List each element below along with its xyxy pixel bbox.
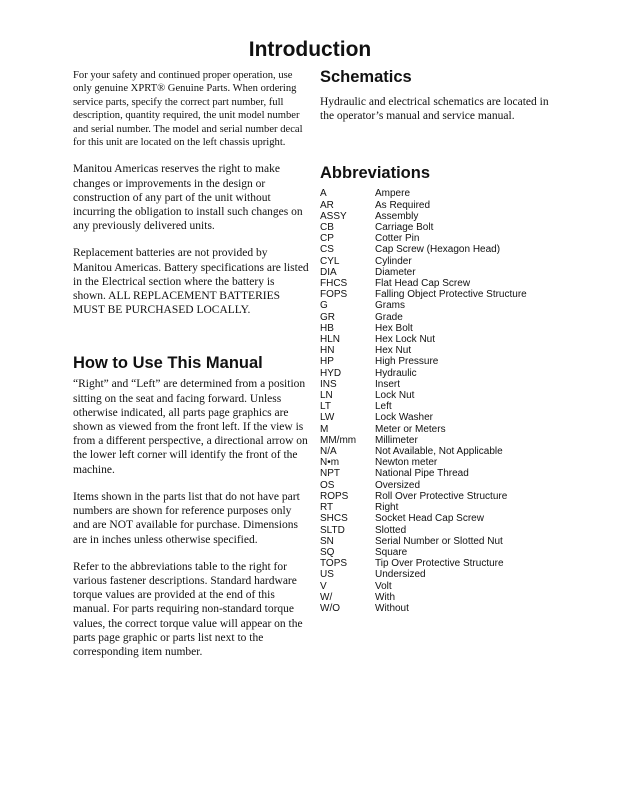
abbreviation-row	[320, 244, 560, 255]
abbreviation-code: LT	[320, 401, 331, 413]
abbreviation-code: RT	[320, 502, 334, 514]
abbreviation-description: Volt	[375, 580, 392, 592]
abbreviation-row	[320, 468, 560, 479]
abbreviation-row	[320, 289, 560, 300]
abbreviation-row	[320, 491, 560, 502]
abbreviation-description: Insert	[375, 378, 401, 390]
abbreviation-description: Grade	[375, 311, 403, 323]
abbreviation-row	[320, 379, 560, 390]
abbreviation-code: MM/mm	[320, 434, 357, 446]
abbreviation-description: Square	[375, 546, 408, 558]
abbreviation-code: INS	[320, 378, 337, 390]
abbreviation-row	[320, 222, 560, 233]
page-title: Introduction	[248, 38, 372, 61]
abbreviation-row	[320, 525, 560, 536]
abbreviation-row	[320, 300, 560, 311]
abbreviation-description: Carriage Bolt	[375, 222, 434, 234]
abbreviation-row	[320, 424, 560, 435]
abbreviation-row	[320, 457, 560, 468]
abbreviation-code: CS	[320, 244, 334, 256]
abbreviation-code: A	[320, 188, 327, 200]
abbreviation-code: FOPS	[320, 289, 348, 301]
abbreviation-code: SN	[320, 535, 334, 547]
abbreviation-code: HB	[320, 322, 334, 334]
abbreviation-code: HLN	[320, 334, 341, 346]
abbreviation-row	[320, 446, 560, 457]
abbreviation-description: Right	[375, 502, 399, 514]
abbreviation-description: With	[375, 591, 395, 603]
abbreviation-row	[320, 334, 560, 345]
abbreviation-description: High Pressure	[375, 356, 439, 368]
left-column	[73, 69, 309, 659]
how-to-use-heading: How to Use This Manual	[73, 354, 263, 373]
abbreviation-row	[320, 323, 560, 334]
schematics-paragraph: Hydraulic and electrical schematics are located in the operator’s manual and service manual.	[320, 96, 549, 123]
abbreviation-description: Ampere	[375, 188, 411, 200]
abbreviation-code: SHCS	[320, 513, 348, 525]
abbreviation-description: Cap Screw (Hexagon Head)	[375, 244, 501, 256]
abbreviation-code: N•m	[320, 457, 340, 469]
abbreviation-row	[320, 547, 560, 558]
abbreviation-row	[320, 592, 560, 603]
abbreviation-row	[320, 480, 560, 491]
abbreviation-code: CB	[320, 222, 334, 234]
abbreviation-description: As Required	[375, 199, 431, 211]
abbreviation-row	[320, 200, 560, 211]
abbreviation-row	[320, 513, 560, 524]
abbreviation-row	[320, 233, 560, 244]
abbreviation-row	[320, 267, 560, 278]
abbreviation-description: Hex Bolt	[375, 322, 413, 334]
abbreviation-row	[320, 412, 560, 423]
abbreviation-row	[320, 356, 560, 367]
abbreviation-description: Serial Number or Slotted Nut	[375, 535, 503, 547]
abbreviation-row	[320, 558, 560, 569]
abbreviation-code: DIA	[320, 266, 337, 278]
abbreviation-description: Hex Nut	[375, 345, 412, 357]
abbreviation-code: NPT	[320, 468, 340, 480]
how-paragraph-reference-items: Items shown in the parts list that do not have part numbers are shown for reference purposes only and are NOT available for purchase. Dimensions are in inches unless otherwise specified.	[73, 490, 300, 546]
abbreviation-description: Left	[375, 401, 392, 413]
abbreviation-code: GR	[320, 311, 335, 323]
abbreviation-code: W/	[320, 591, 333, 603]
abbreviation-code: US	[320, 569, 334, 581]
abbreviation-description: Hex Lock Nut	[375, 334, 436, 346]
abbreviation-code: LN	[320, 390, 333, 402]
abbreviation-description: Undersized	[375, 569, 426, 581]
intro-paragraph-changes: Manitou Americas reserves the right to make changes or improvements in the design or construction of any part of the unit without incurring the obligation to install such changes on any previously delivered units.	[73, 163, 303, 233]
abbreviation-description: Lock Washer	[375, 412, 433, 424]
abbreviation-description: Cylinder	[375, 255, 412, 267]
abbreviation-description: Tip Over Protective Structure	[375, 558, 504, 570]
abbreviation-row	[320, 603, 560, 614]
intro-paragraph-batteries: Replacement batteries are not provided by Manitou Americas. Battery specifications are listed in the Electrical section where the battery is shown. ALL REPLACEMENT BATTERIES MUST BE PURCHASED LOCALLY.	[73, 247, 309, 317]
abbreviation-code: CYL	[320, 255, 340, 267]
abbreviation-code: W/O	[320, 602, 340, 614]
abbreviation-code: CP	[320, 233, 334, 245]
abbreviation-row	[320, 188, 560, 199]
abbreviation-description: Not Available, Not Applicable	[375, 446, 503, 458]
abbreviation-code: OS	[320, 479, 335, 491]
abbreviation-description: Falling Object Protective Structure	[375, 289, 527, 301]
abbreviation-code: HYD	[320, 367, 342, 379]
abbreviation-code: ASSY	[320, 210, 347, 222]
abbreviation-description: Flat Head Cap Screw	[375, 278, 471, 290]
intro-paragraph-parts: For your safety and continued proper operation, use only genuine XPRT® Genuine Parts. When ordering service parts, specify the correct part number, full description, quantity required, the unit model number and serial number. The model and serial number decal for this unit are located on the left chassis upright.	[73, 70, 303, 149]
abbreviation-description: National Pipe Thread	[375, 468, 469, 480]
abbreviation-code: N/A	[320, 446, 337, 458]
abbreviation-description: Millimeter	[375, 434, 418, 446]
abbreviation-row	[320, 502, 560, 513]
abbreviation-row	[320, 211, 560, 222]
abbreviation-code: TOPS	[320, 558, 348, 570]
abbreviation-row	[320, 345, 560, 356]
abbreviation-code: HP	[320, 356, 334, 368]
abbreviation-row	[320, 278, 560, 289]
abbreviations-heading: Abbreviations	[320, 164, 431, 183]
abbreviation-description: Assembly	[375, 210, 419, 222]
abbreviation-row	[320, 536, 560, 547]
abbreviation-row	[320, 569, 560, 580]
abbreviation-description: Oversized	[375, 479, 421, 491]
abbreviation-row	[320, 435, 560, 446]
abbreviation-code: LW	[320, 412, 335, 424]
abbreviation-code: SLTD	[320, 524, 345, 536]
schematics-heading: Schematics	[320, 68, 412, 86]
abbreviation-row	[320, 312, 560, 323]
abbreviation-description: Roll Over Protective Structure	[375, 490, 508, 502]
abbreviation-row	[320, 256, 560, 267]
abbreviation-row	[320, 401, 560, 412]
how-paragraph-orientation: “Right” and “Left” are determined from a position sitting on the seat and facing forward. Unless otherwise indicated, all parts page graphics are shown as viewed from the front left. If the view is from a different perspective, a directional arrow on the lower left corner will identify the front of the machine.	[73, 378, 308, 476]
abbreviation-description: Hydraulic	[375, 367, 417, 379]
abbreviation-description: Grams	[375, 300, 405, 312]
abbreviation-description: Newton meter	[375, 457, 438, 469]
abbreviation-description: Meter or Meters	[375, 423, 446, 435]
abbreviations-table	[320, 188, 560, 614]
abbreviation-code: SQ	[320, 546, 335, 558]
abbreviation-code: M	[320, 423, 329, 435]
abbreviation-code: V	[320, 580, 327, 592]
abbreviation-row	[320, 581, 560, 592]
how-paragraph-torque: Refer to the abbreviations table to the right for various fastener descriptions. Standard hardware torque values are provided at the end of this manual. For parts requiring non-standard torque values, the correct torque value will appear on the parts page graphic or parts list next to the corresponding item number.	[73, 560, 303, 658]
abbreviation-row	[320, 390, 560, 401]
abbreviation-code: ROPS	[320, 490, 349, 502]
right-column	[320, 67, 560, 614]
abbreviation-description: Diameter	[375, 266, 416, 278]
abbreviation-row	[320, 368, 560, 379]
abbreviation-description: Lock Nut	[375, 390, 415, 402]
abbreviation-code: FHCS	[320, 278, 348, 290]
abbreviation-code: AR	[320, 199, 334, 211]
abbreviation-description: Cotter Pin	[375, 233, 420, 245]
abbreviation-code: G	[320, 300, 328, 312]
abbreviation-description: Socket Head Cap Screw	[375, 513, 484, 525]
abbreviation-description: Without	[375, 602, 409, 614]
abbreviation-description: Slotted	[375, 524, 407, 536]
abbreviation-code: HN	[320, 345, 335, 357]
